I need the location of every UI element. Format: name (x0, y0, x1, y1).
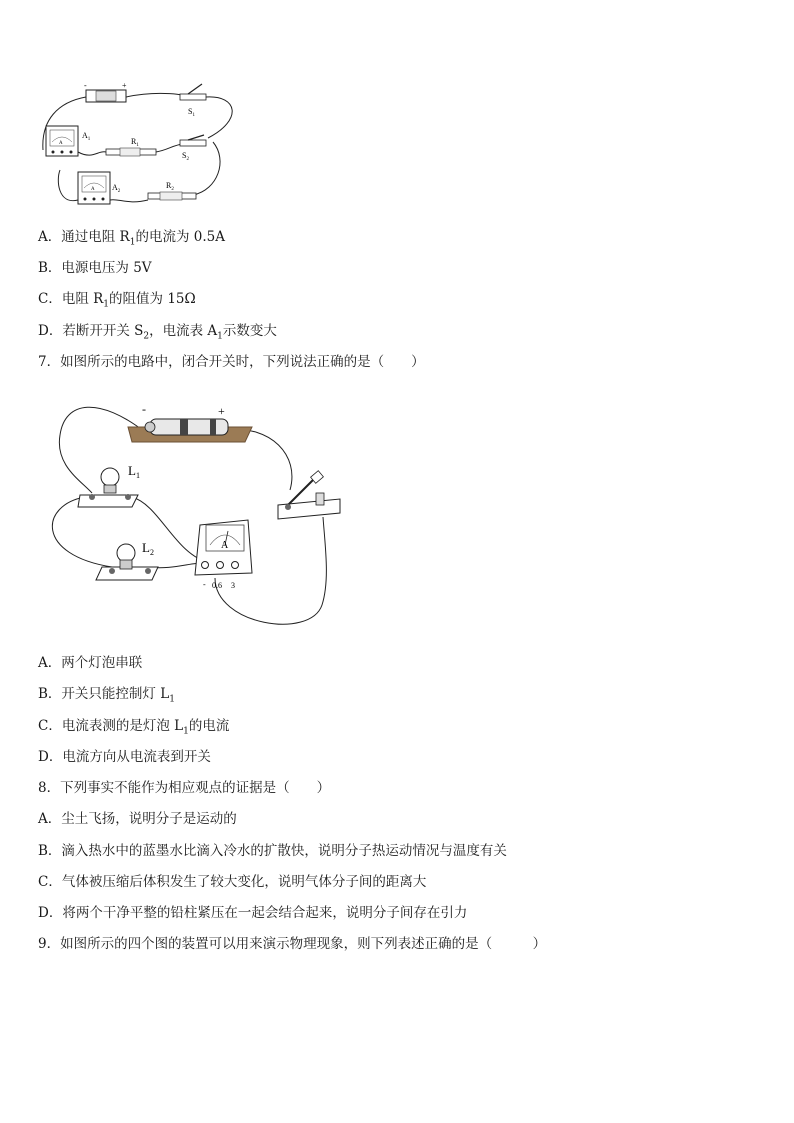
a1-meter-letter: A (59, 141, 63, 146)
a2-label-sub: 2 (117, 189, 121, 194)
q6-option-a-sub: 1 (129, 237, 136, 248)
a1-label-sub: 1 (87, 137, 91, 142)
r1-label-sub: 1 (136, 143, 139, 148)
s1-label: S (188, 107, 193, 116)
q9-stem: 9．如图所示的四个图的装置可以用来演示物理现象，则下列表述正确的是（ ） (38, 936, 547, 952)
switch-icon (278, 471, 340, 519)
battery-icon (84, 81, 127, 102)
ammeter-a1-icon (46, 126, 91, 156)
q7-option-c-text: C．电流表测的是灯泡 L (38, 718, 184, 734)
q8-option-a: A．尘土飞扬，说明分子是运动的 (38, 811, 237, 827)
q7-option-c-text-2: 的电流 (188, 718, 230, 734)
q6-option-d-sub-2: 1 (217, 331, 223, 342)
q8-option-b: B．滴入热水中的蓝墨水比滴入冷水的扩散快，说明分子热运动情况与温度有关 (38, 843, 507, 859)
q7-stem: 7．如图所示的电路中，闭合开关时，下列说法正确的是（ ） (38, 354, 425, 370)
q6-option-a (38, 228, 225, 252)
circuit-figure-2 (40, 395, 350, 640)
s2-label-sub: 2 (186, 157, 189, 162)
switch-s1-icon (180, 84, 206, 118)
q8-option-c: C．气体被压缩后体积发生了较大变化，说明气体分子间的距离大 (38, 874, 427, 890)
ammeter-letter: A (221, 540, 229, 551)
q7-option-c-sub: 1 (183, 726, 189, 737)
q6-option-c (38, 290, 196, 314)
q6-option-a-text-2: 的电流为 0.5A (135, 229, 225, 245)
battery-plus-label: + (218, 404, 225, 418)
q8-stem: 8．下列事实不能作为相应观点的证据是（ ） (38, 780, 331, 796)
a1-label: A (82, 131, 88, 140)
q7-option-d-text: D．电流方向从电流表到开关 (38, 749, 211, 765)
battery-minus-label: - (84, 81, 87, 90)
q6-option-c-text-2: 的阻值为 15Ω (109, 291, 196, 307)
q7-option-b-sub: 1 (169, 694, 175, 705)
q7-option-b (38, 685, 175, 709)
l1-label-sub: 1 (135, 471, 140, 480)
svg-text:S2 (182, 151, 189, 162)
a2-label: A (112, 183, 118, 192)
circuit-figure-1 (38, 80, 248, 215)
lamp-l2-icon (96, 540, 158, 580)
svg-text:R2 (166, 181, 174, 192)
resistor-r1-icon (106, 137, 156, 156)
q6-option-b (38, 259, 152, 277)
ammeter-icon (195, 520, 252, 590)
svg-text:L2 (142, 540, 154, 557)
q6-option-b-text: B．电源电压为 5V (38, 260, 152, 276)
q7-option-a (38, 654, 142, 672)
s2-label: S (182, 151, 187, 160)
battery-plus-label: + (122, 81, 127, 90)
s1-label-sub: 1 (192, 113, 195, 118)
ammeter-terminal-minus: - (203, 580, 206, 589)
ammeter-terminal-3: 3 (231, 581, 235, 590)
q6-option-a-text: A．通过电阻 R (38, 229, 130, 245)
q7-option-c (38, 717, 229, 741)
svg-text:A2 (112, 183, 121, 194)
ammeter-a2-icon (78, 172, 121, 204)
r2-label: R (166, 181, 172, 190)
resistor-r2-icon (148, 181, 196, 200)
a2-meter-letter: A (91, 187, 95, 192)
svg-text:R1 (131, 137, 139, 148)
q6-option-d-text: D．若断开开关 S (38, 323, 144, 339)
q7-option-b-text: B．开关只能控制灯 L (38, 686, 170, 702)
circuit-diagram-2 (40, 395, 350, 640)
ammeter-terminal-06: 0.6 (212, 581, 222, 590)
svg-text:S1 (188, 107, 195, 118)
q6-option-c-text: C．电阻 R (38, 291, 104, 307)
svg-text:L1 (128, 463, 140, 480)
q7-option-a-text: A．两个灯泡串联 (38, 655, 143, 671)
r1-label: R (131, 137, 137, 146)
q6-option-d-sub: 2 (143, 331, 150, 342)
q8-option-d: D．将两个干净平整的铅柱紧压在一起会结合起来，说明分子间存在引力 (38, 905, 468, 921)
circuit-diagram-1 (38, 80, 248, 215)
switch-s2-icon (180, 135, 206, 162)
battery-icon (128, 402, 252, 442)
q6-option-d-text-2: ，电流表 A (149, 323, 218, 339)
q6-option-d (38, 322, 277, 346)
battery-minus-label: - (142, 402, 146, 416)
r2-label-sub: 2 (171, 187, 174, 192)
q6-option-c-sub: 1 (103, 299, 110, 310)
lamp-l1-icon (78, 463, 140, 507)
q6-option-d-text-3: 示数变大 (222, 323, 277, 339)
l2-label: L (142, 540, 150, 555)
q7-option-d (38, 748, 211, 766)
svg-text:A1 (82, 131, 91, 142)
l2-label-sub: 2 (149, 548, 154, 557)
l1-label: L (128, 463, 136, 478)
